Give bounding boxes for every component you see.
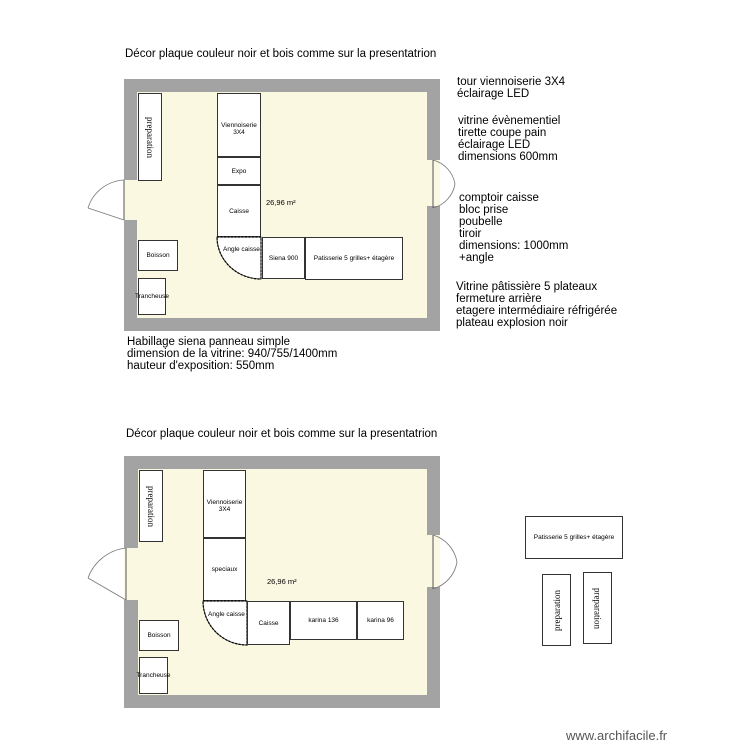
plan2-caisse[interactable]: Caisse (247, 601, 290, 645)
plan2-karina96[interactable]: karina 96 (357, 601, 404, 640)
plan2-preparation[interactable]: preparation (139, 470, 163, 542)
plan2-viennoiserie[interactable]: Viennoiserie 3X4 (203, 470, 246, 538)
plan1-expo[interactable]: Expo (217, 157, 261, 185)
plan1-angle-caisse[interactable] (216, 236, 262, 280)
plan1-note-viennoiserie: tour viennoiserie 3X4 éclairage LED (457, 76, 566, 100)
plan1-note-siena: Habillage siena panneau simple dimension de la vitrine: 940/755/1400mm hauteur d'exposition: 550mm (127, 336, 338, 372)
plan1-note-patisserie: Vitrine pâtissière 5 plateaux fermeture arrière etagere intermédiaire réfrigérée plateau explosion noir (456, 281, 618, 329)
plan1-door-left-icon[interactable] (84, 178, 140, 224)
plan2-title: Décor plaque couleur noir et bois comme sur la presentatrion (126, 428, 438, 440)
plan2-door-right-icon[interactable] (425, 533, 465, 591)
plan1-preparation[interactable]: preparation (138, 93, 162, 181)
plan2-karina136[interactable]: karina 136 (290, 601, 357, 640)
plan2-angle-caisse-label: Angle caisse (208, 611, 245, 618)
plan1-note-vitrine: vitrine évènementiel tirette coupe pain éclairage LED dimensions 600mm (458, 115, 561, 163)
plan1-caisse[interactable]: Caisse (217, 185, 261, 237)
plan2-speciaux[interactable]: speciaux (203, 538, 246, 601)
plan1-trancheuse[interactable]: Trancheuse (138, 278, 166, 315)
plan1-siena[interactable]: Siena 900 (262, 237, 305, 279)
loose-patisserie[interactable]: Patisserie 5 grilles+ étagère (525, 516, 623, 559)
plan1-area-label: 26,96 m² (266, 198, 296, 207)
plan2-area-label: 26,96 m² (267, 577, 297, 586)
loose-preparation-a[interactable]: preparation (542, 574, 571, 646)
plan1-patisserie[interactable]: Patisserie 5 grilles+ étagère (305, 237, 403, 280)
plan2-angle-caisse[interactable] (202, 600, 248, 646)
watermark: www.archifacile.fr (566, 728, 668, 743)
plan1-note-comptoir: comptoir caisse bloc prise poubelle tiroir dimensions: 1000mm +angle (459, 192, 569, 264)
plan2-trancheuse[interactable]: Trancheuse (139, 657, 168, 694)
plan2-door-left-icon[interactable] (84, 546, 142, 604)
plan1-title: Décor plaque couleur noir et bois comme sur la presentatrion (125, 48, 437, 60)
plan1-boisson[interactable]: Boisson (138, 240, 178, 271)
loose-preparation-b[interactable]: preparation (583, 572, 612, 644)
plan1-viennoiserie[interactable]: Viennoiserie 3X4 (217, 93, 261, 157)
plan2-boisson[interactable]: Boisson (139, 620, 179, 651)
plan1-angle-caisse-label: Angle caisse (223, 246, 260, 253)
